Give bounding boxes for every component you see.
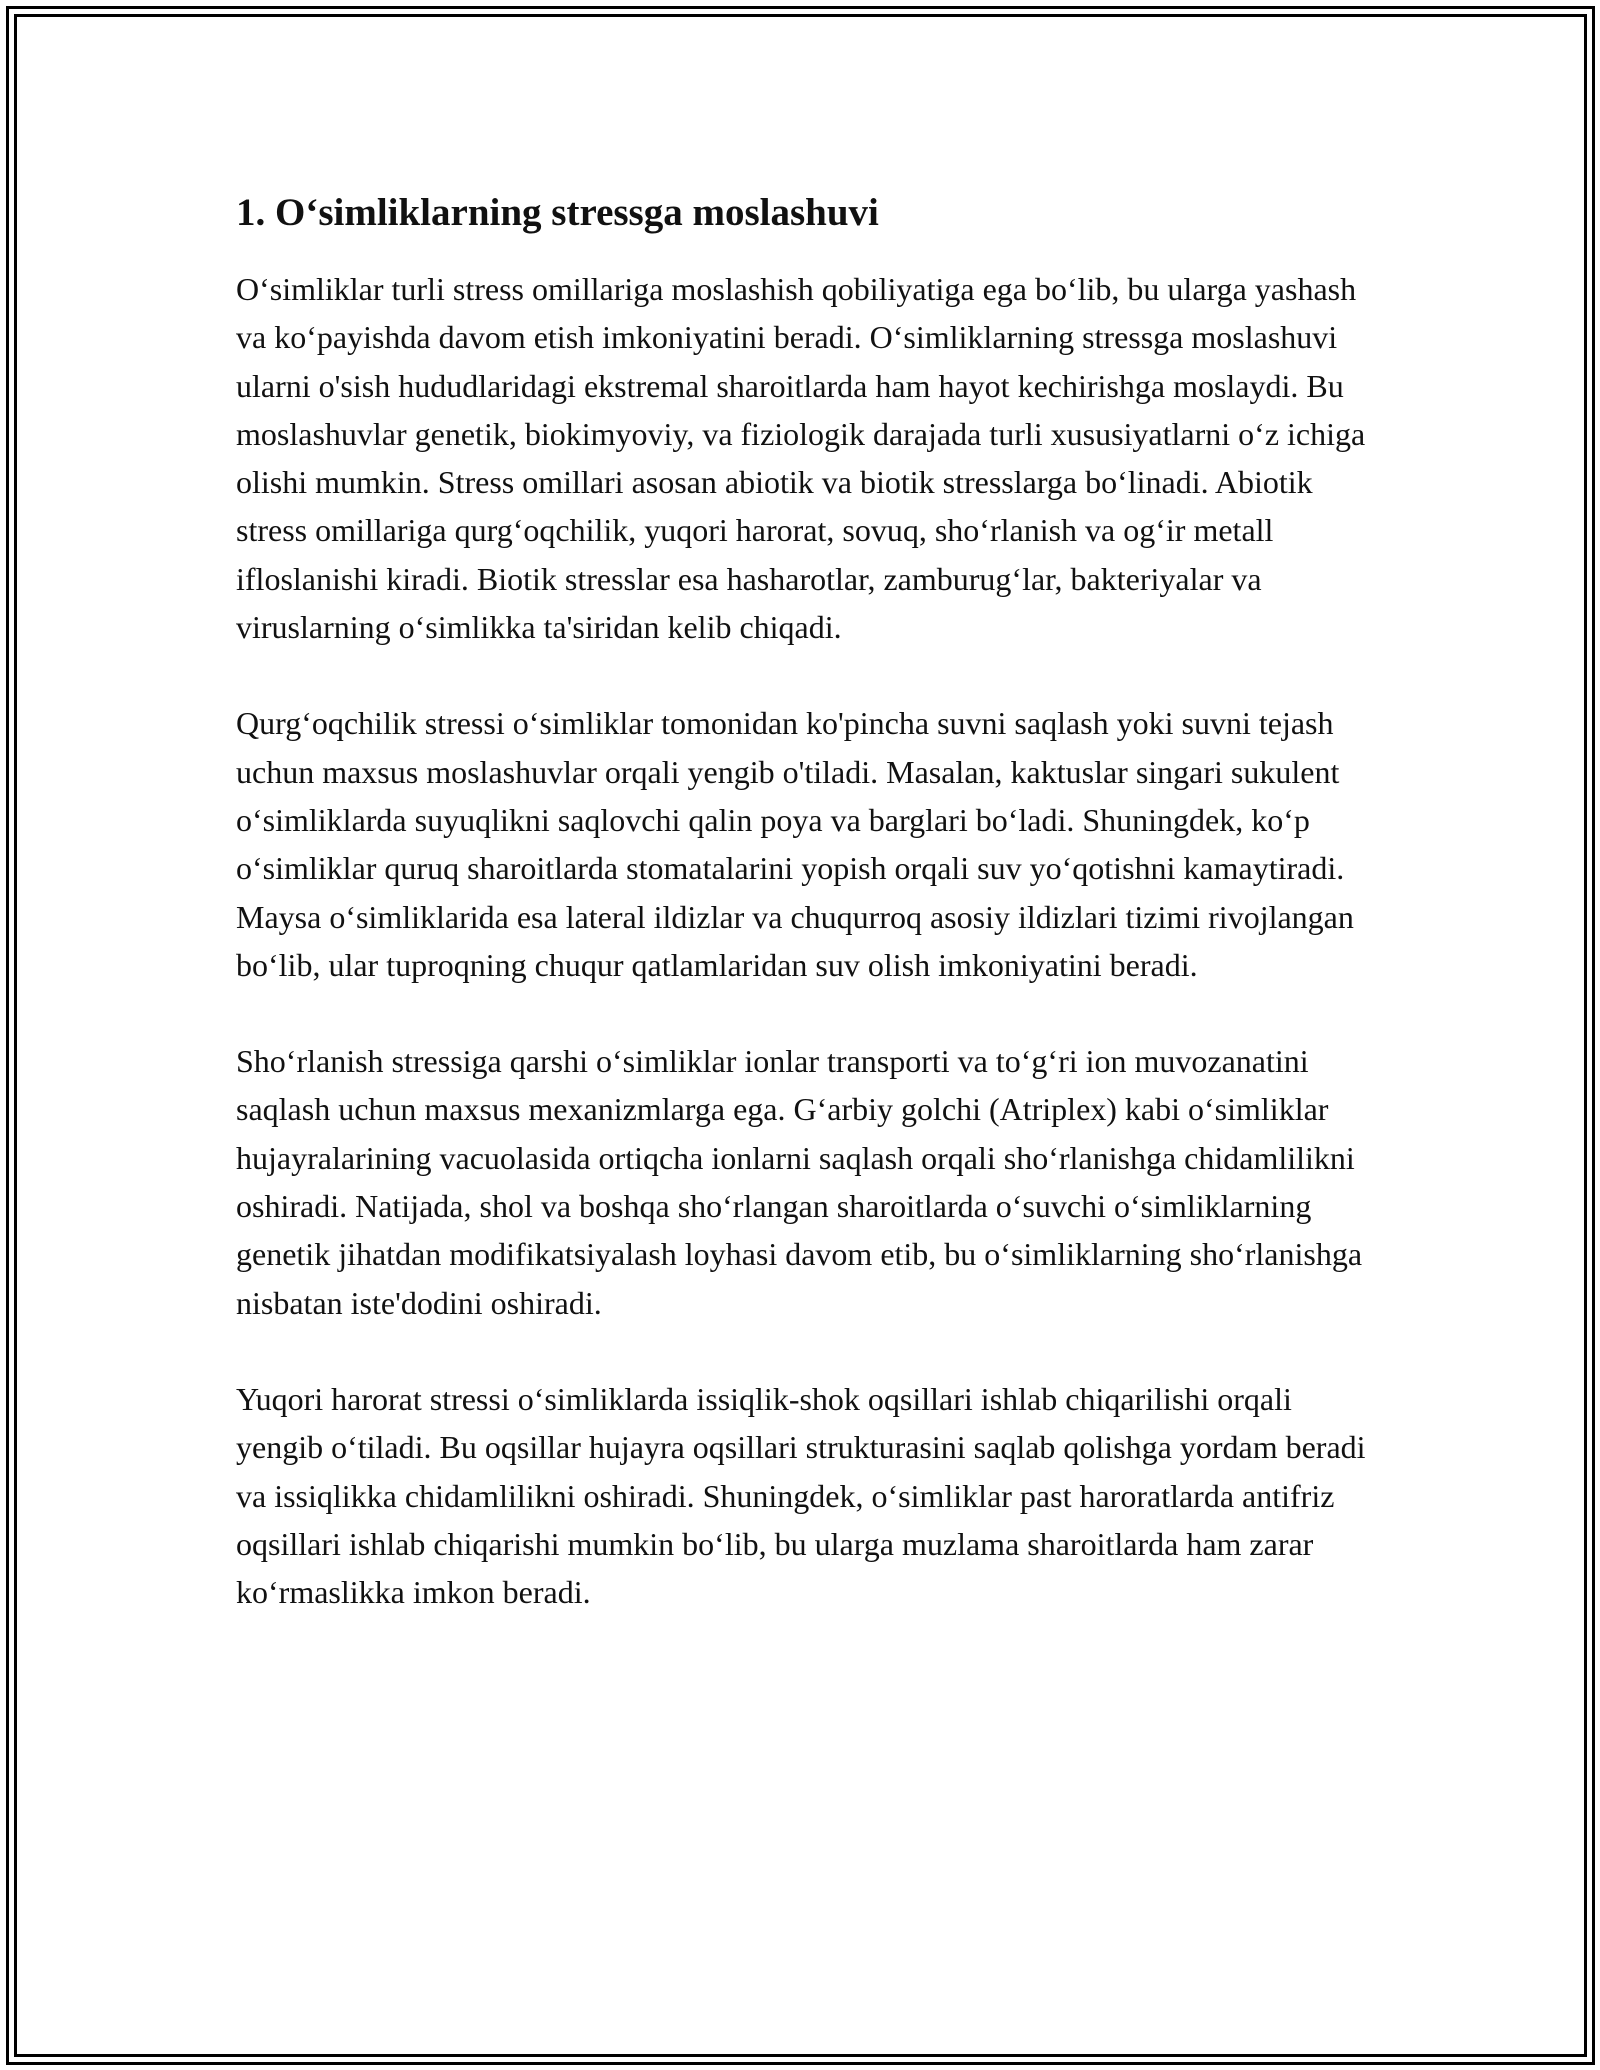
document-page [236,185,1371,1616]
paragraph-drought: Qurg‘oqchilik stressi o‘simliklar tomonidan ko'pincha suvni saqlash yoki suvni tejash uchun maxsus moslashuvlar orqali yengib o'tiladi. Masalan, kaktuslar singari sukulent o‘simliklarda suyuqlikni saqlovchi qalin poya va barglari bo‘ladi. Shuningdek, ko‘p o‘simliklar quruq sharoitlarda stomatalarini yopish orqali suv yo‘qotishni kamaytiradi. Maysa o‘simliklarida esa lateral ildizlar va chuqurroq asosiy ildizlari tizimi rivojlangan bo‘lib, ular tuproqning chuqur qatlamlaridan suv olish imkoniyatini beradi. [236,705,1354,983]
paragraph-intro: O‘simliklar turli stress omillariga moslashish qobiliyatiga ega bo‘lib, bu ularga yashash va ko‘payishda davom etish imkoniyatini beradi. O‘simliklarning stressga moslashuvi ularni o'sish hududlaridagi ekstremal sharoitlarda ham hayot kechirishga moslaydi. Bu moslashuvlar genetik, biokimyoviy, va fiziologik darajada turli xususiyatlarni o‘z ichiga olishi mumkin. Stress omillari asosan abiotik va biotik stresslarga bo‘linadi. Abiotik stress omillariga qurg‘oqchilik, yuqori harorat, sovuq, sho‘rlanish va og‘ir metall ifloslanishi kiradi. Biotik stresslar esa hasharotlar, zamburug‘lar, bakteriyalar va viruslarning o‘simlikka ta'siridan kelib chiqadi. [236,271,1366,646]
section-heading: 1. O‘simliklarning stressga moslashuvi [236,191,879,234]
paragraph-temperature: Yuqori harorat stressi o‘simliklarda issiqlik-shok oqsillari ishlab chiqarilishi orqali yengib o‘tiladi. Bu oqsillar hujayra oqsillari strukturasini saqlab qolishga yordam beradi va issiqlikka chidamlilikni oshiradi. Shuningdek, o‘simliklar past haroratlarda antifriz oqsillari ishlab chiqarishi mumkin bo‘lib, bu ularga muzlama sharoitlarda ham zarar ko‘rmaslikka imkon beradi. [236,1380,1366,1611]
paragraph-salinity: Sho‘rlanish stressiga qarshi o‘simliklar ionlar transporti va to‘g‘ri ion muvozanatini saqlash uchun maxsus mexanizmlarga ega. G‘arbiy golchi (Atriplex) kabi o‘simliklar hujayralarining vacuolasida ortiqcha ionlarni saqlash orqali sho‘rlanishga chidamlilikni oshiradi. Natijada, shol va boshqa sho‘rlangan sharoitlarda o‘suvchi o‘simliklarning genetik jihatdan modifikatsiyalash loyhasi davom etib, bu o‘simliklarning sho‘rlanishga nisbatan iste'dodini oshiradi. [236,1043,1363,1321]
